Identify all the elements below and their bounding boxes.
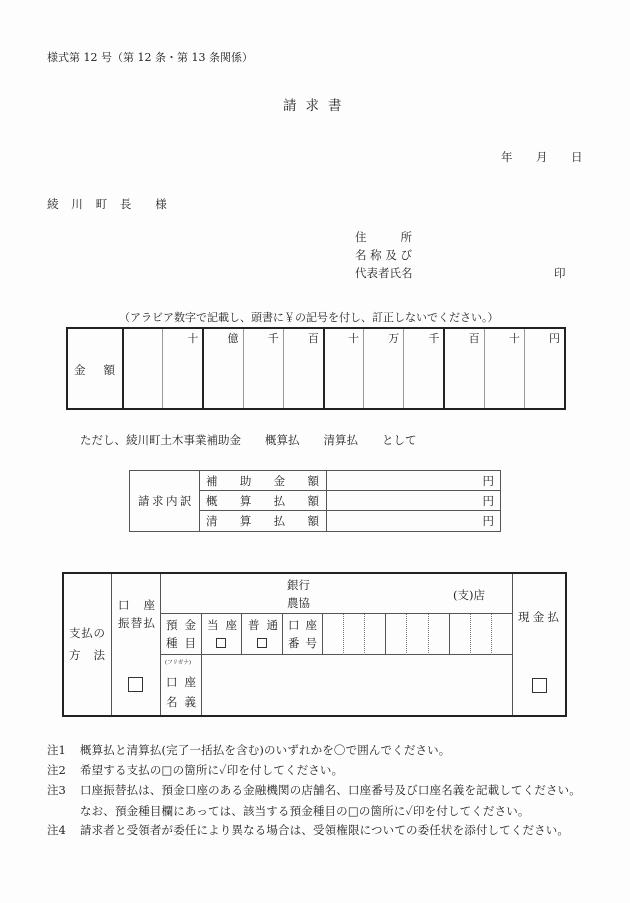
account-number-digit[interactable] — [385, 614, 406, 655]
note-number: 注4 — [47, 823, 66, 837]
address-label: 住所 — [355, 230, 412, 244]
account-type-ordinary — [242, 614, 283, 655]
payment-method-table — [62, 572, 567, 717]
breakdown-amount-field[interactable] — [327, 491, 500, 511]
account-number-digit[interactable] — [428, 614, 449, 655]
account-number-digit[interactable] — [343, 614, 364, 655]
payment-method-label-line1: 支払の — [69, 626, 105, 640]
amount-digit-cell[interactable] — [283, 329, 323, 408]
account-type-label-line1: 預金 — [166, 618, 196, 632]
cash-payment-cell — [512, 574, 565, 715]
account-number-label-line1: 口座 — [288, 618, 317, 632]
account-type-label-cell — [161, 614, 202, 655]
account-number-digit[interactable] — [406, 614, 427, 655]
breakdown-label: 請求内訳 — [130, 471, 200, 531]
payment-method-label-cell — [64, 574, 112, 715]
account-number-label-line2: 番号 — [288, 636, 317, 650]
cash-payment-label: 現金払 — [517, 610, 559, 624]
account-number-digit[interactable] — [364, 614, 385, 655]
furigana-label: (フリガナ) — [165, 660, 192, 666]
breakdown-item-label: 補助金額 — [206, 473, 319, 488]
transfer-label-line1: 口座 — [118, 598, 155, 612]
purpose-suffix: として — [382, 433, 417, 447]
transfer-checkbox[interactable] — [128, 677, 143, 692]
name-label: 名称及び — [355, 248, 412, 262]
account-name-label-line2: 名義 — [166, 695, 196, 709]
addressee-honorific: 様 — [155, 197, 167, 211]
breakdown-item — [200, 511, 327, 531]
breakdown-item-label: 清算払額 — [206, 514, 319, 528]
digit-header: 十 — [187, 332, 199, 345]
form-number: 様式第 12 号（第 12 条・第 13 条関係） — [47, 51, 253, 64]
note-number: 注2 — [47, 763, 66, 777]
breakdown-amount-field[interactable] — [327, 471, 500, 491]
date-year-label: 年 — [501, 150, 513, 164]
option-settlement-payment[interactable]: 清算払 — [323, 433, 358, 447]
option-estimate-payment[interactable]: 概算払 — [265, 433, 300, 447]
current-account-label: 当座 — [207, 618, 237, 632]
digit-header: 万 — [388, 332, 400, 345]
amount-digit-cell[interactable] — [363, 329, 403, 408]
account-type-label-line2: 種目 — [166, 636, 196, 650]
date-day-label: 日 — [571, 150, 583, 164]
breakdown-item — [200, 471, 327, 491]
breakdown-amount-field[interactable] — [327, 511, 500, 531]
note-text: 希望する支払の□の箇所に✓印を付してください。 — [80, 763, 344, 777]
amount-digit-cell[interactable] — [122, 329, 162, 408]
note-number: 注1 — [47, 743, 66, 757]
bank-suffix-label: 銀行 — [287, 578, 310, 592]
note-text: なお、預金種目欄にあっては、該当する預金種目の□の箇所に✓印を付してください。 — [80, 804, 530, 818]
amount-digit-cell[interactable] — [443, 329, 483, 408]
breakdown-table — [129, 470, 501, 532]
digit-header: 百 — [468, 332, 480, 345]
yen-unit: 円 — [482, 493, 494, 508]
purpose-line — [80, 433, 417, 447]
account-name-label-line1: 口座 — [166, 675, 196, 689]
note-number: 注3 — [47, 783, 66, 797]
digit-header: 十 — [348, 332, 360, 345]
digit-header: 円 — [549, 332, 560, 345]
amount-digit-cell[interactable] — [202, 329, 242, 408]
date-month-label: 月 — [536, 150, 548, 164]
purpose-prefix: ただし、綾川町土木事業補助金 — [80, 433, 241, 447]
transfer-cell — [112, 574, 161, 715]
account-type-current — [202, 614, 242, 655]
amount-digit-cell[interactable] — [243, 329, 283, 408]
amount-digit-cell[interactable] — [524, 329, 564, 408]
breakdown-item — [200, 491, 327, 511]
account-number-digit[interactable] — [470, 614, 491, 655]
note-text: 概算払と清算払(完了一括払を含む)のいずれかを〇で囲んでください。 — [80, 743, 451, 757]
amount-label: 金額 — [74, 363, 115, 377]
digit-header: 億 — [227, 332, 239, 345]
amount-digit-cell[interactable] — [162, 329, 202, 408]
yen-unit: 円 — [482, 473, 494, 488]
note-text: 請求者と受領者が委任により異なる場合は、受領権限についての委任状を添付してください。 — [80, 823, 570, 837]
payment-method-label-line2: 方法 — [69, 648, 105, 662]
addressee-name: 綾川町長 — [47, 197, 145, 211]
digit-header: 百 — [307, 332, 319, 345]
amount-label-cell — [68, 329, 122, 408]
transfer-label-line2: 振替払 — [118, 616, 155, 630]
page-title: 請求書 — [283, 98, 351, 114]
account-name-label-cell — [161, 655, 202, 715]
branch-suffix-label: (支)店 — [453, 588, 485, 602]
digit-header: 千 — [267, 332, 279, 345]
current-account-checkbox[interactable] — [216, 638, 226, 648]
amount-digit-cell[interactable] — [484, 329, 524, 408]
bank-name-field[interactable] — [161, 574, 512, 614]
representative-label: 代表者氏名 — [355, 266, 413, 280]
note-text: 口座振替払は、預金口座のある金融機関の店舗名、口座番号及び口座名義を記載してください。 — [80, 783, 581, 797]
seal-mark: 印 — [554, 266, 566, 280]
account-number-digit[interactable] — [322, 614, 343, 655]
amount-digit-cell[interactable] — [323, 329, 363, 408]
breakdown-item-label: 概算払額 — [206, 493, 319, 508]
account-number-label-cell — [283, 614, 322, 655]
account-name-field[interactable] — [202, 655, 512, 715]
amount-table — [66, 327, 566, 410]
cash-payment-checkbox[interactable] — [532, 678, 547, 693]
coop-suffix-label: 農協 — [287, 596, 310, 610]
ordinary-account-checkbox[interactable] — [257, 638, 267, 648]
account-number-digit[interactable] — [449, 614, 470, 655]
amount-instruction: （アラビア数字で記載し、頭書に￥の記号を付し、訂正しないでください。） — [119, 311, 499, 324]
addressee — [47, 197, 167, 211]
amount-digit-cell[interactable] — [403, 329, 443, 408]
account-number-digit[interactable] — [491, 614, 512, 655]
digit-header: 十 — [508, 332, 520, 345]
digit-header: 千 — [428, 332, 440, 345]
ordinary-account-label: 普通 — [248, 618, 278, 632]
yen-unit: 円 — [482, 514, 494, 528]
